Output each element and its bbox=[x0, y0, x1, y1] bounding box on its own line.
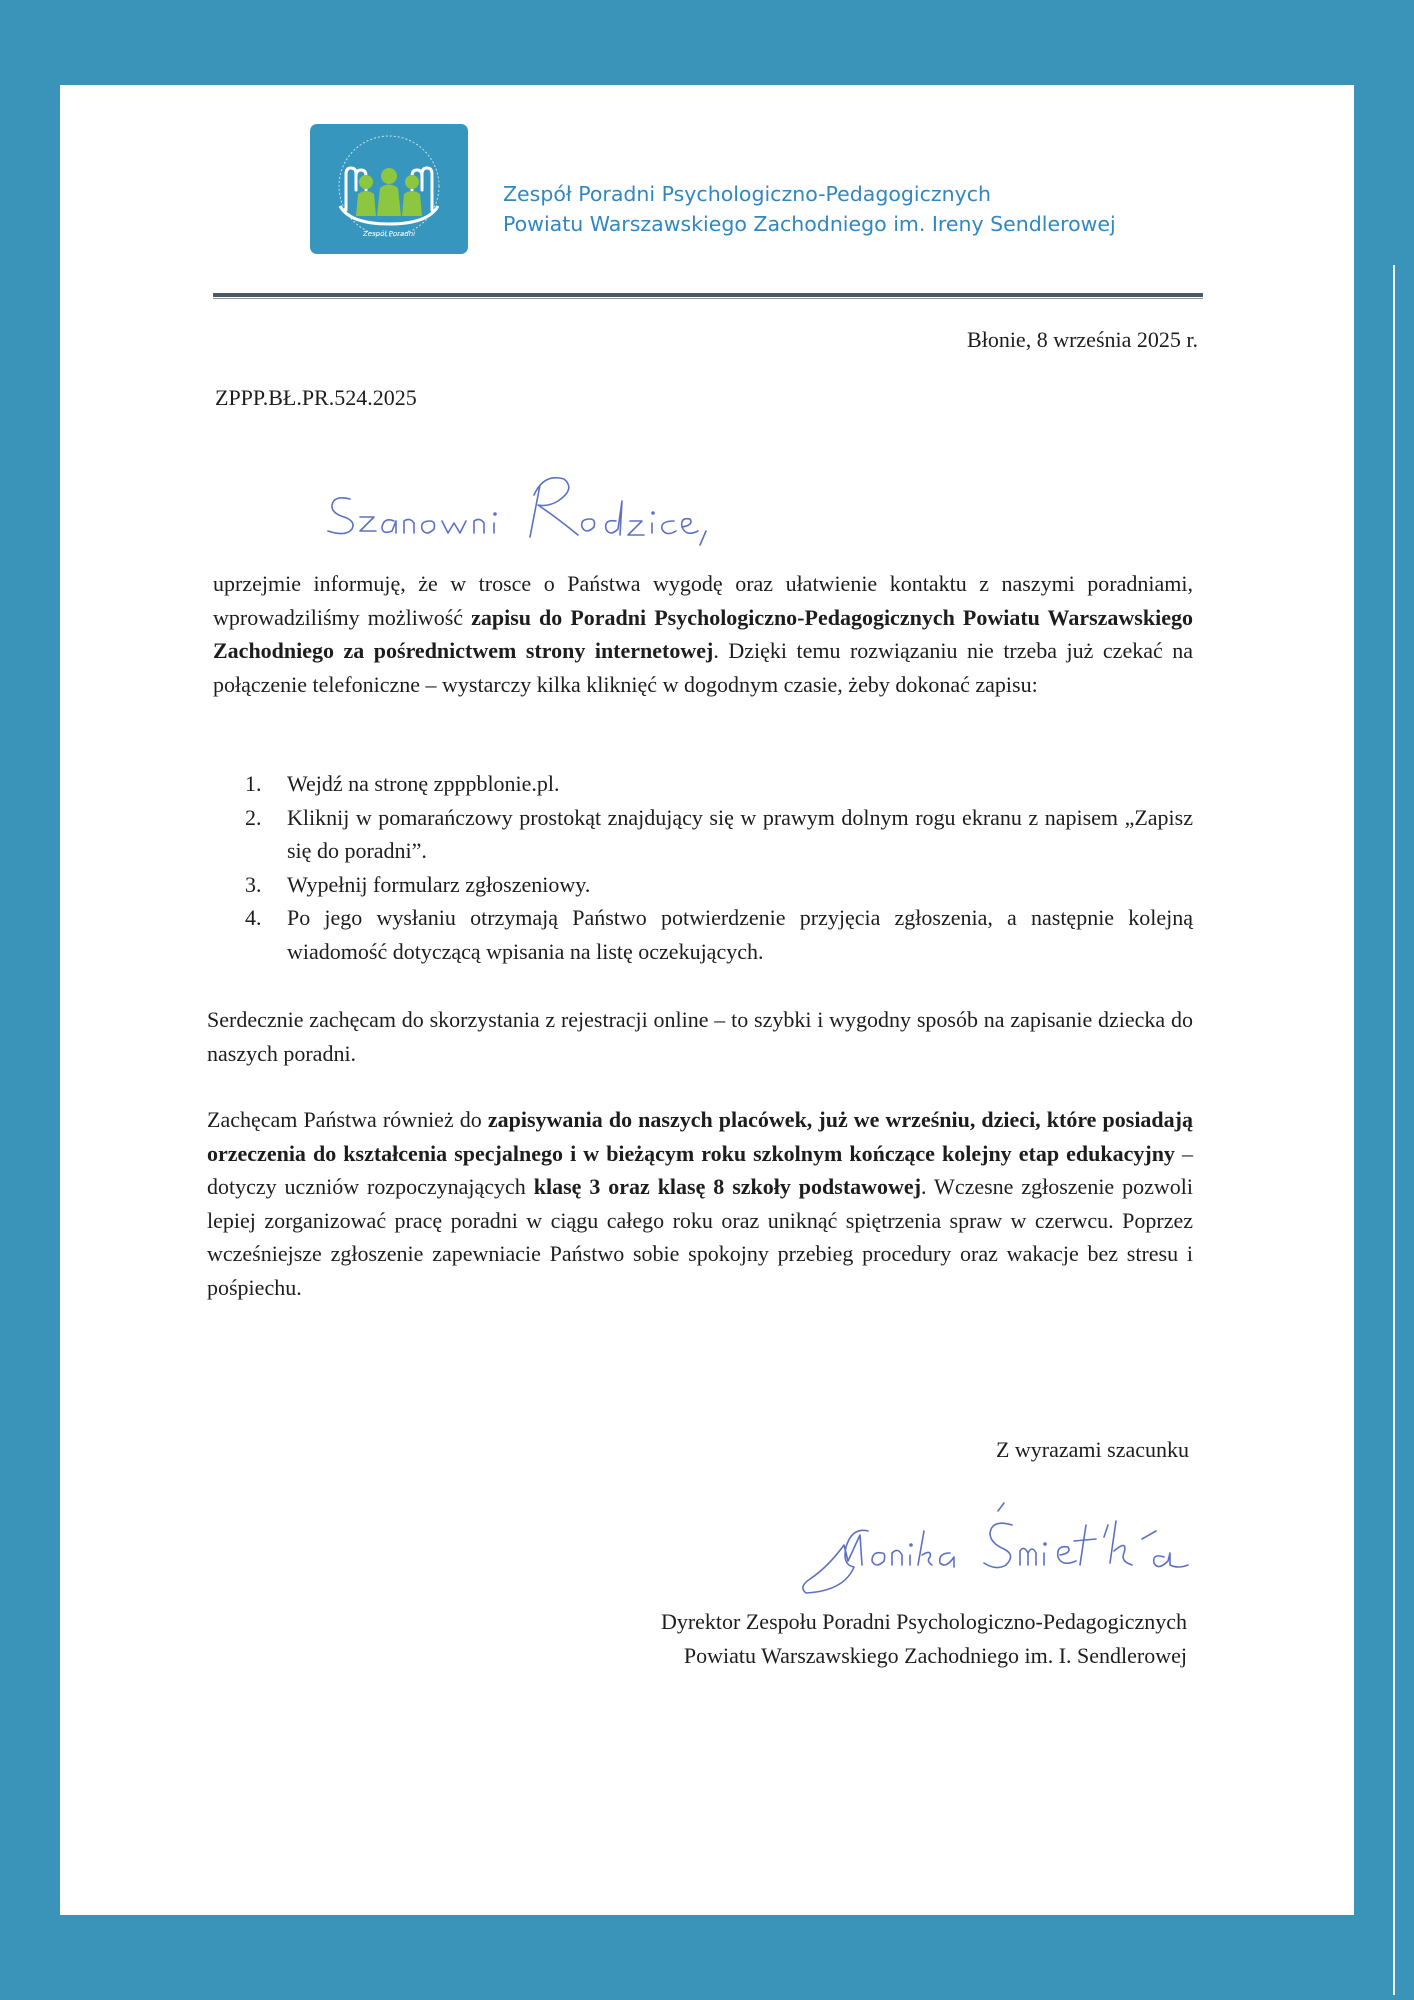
signature-handwriting bbox=[798, 1495, 1258, 1605]
greeting-text: Szanowni Rodzice, bbox=[322, 465, 330, 466]
greeting-handwriting bbox=[322, 465, 742, 565]
handwritten-greeting bbox=[322, 465, 742, 570]
intro-text-1: uprzejmie informuję, że w trosce o Państwa wygodę oraz ułatwienie kontaktu z naszymi poradniami, wprowadziliśmy możliwość bbox=[213, 571, 1193, 630]
scan-edge-line bbox=[1393, 265, 1395, 1995]
list-item bbox=[245, 901, 1193, 968]
intro-bold-1: zapisu do Poradni Psychologiczno-Pedagogicznych Powiatu Warszawskiego Zachodniego za pośrednictwem strony internetowej bbox=[213, 604, 1193, 663]
closing-phrase: Z wyrazami szacunku bbox=[995, 1437, 1189, 1462]
reference-number: ZPPP.BŁ.PR.524.2025 bbox=[215, 385, 417, 410]
org-name-line1: Zespół Poradni Psychologiczno-Pedagogicznych bbox=[503, 182, 992, 206]
letter-page bbox=[60, 85, 1354, 1915]
organization-logo bbox=[310, 124, 468, 254]
list-item-text: Po jego wysłaniu otrzymają Państwo potwierdzenie przyjęcia zgłoszenia, a następnie kolejną wiadomość dotyczącą wpisania na listę oczekujących. bbox=[287, 905, 1193, 964]
early-text-2: – dotyczy uczniów rozpoczynających bbox=[207, 1140, 1193, 1199]
early-text-1: Zachęcam Państwa również do bbox=[207, 1107, 488, 1132]
early-bold-2: klasę 3 oraz klasę 8 szkoły podstawowej bbox=[533, 1174, 922, 1199]
organization-name bbox=[503, 179, 1116, 239]
early-bold-1: zapisywania do naszych placówek, już we wrześniu, dzieci, które posiadają orzeczenia do kształcenia specjalnego i w bieżącym roku szkolnym kończące kolejny etap edukacyjny bbox=[207, 1107, 1193, 1166]
online-registration-paragraph: Serdecznie zachęcam do skorzystania z rejestracji online – to szybki i wygodny sposób na zapisanie dziecka do naszych poradni. bbox=[207, 1007, 1193, 1066]
list-item-number: 3. bbox=[245, 871, 262, 897]
list-item bbox=[245, 767, 1193, 801]
org-name-line2: Powiatu Warszawskiego Zachodniego im. Ireny Sendlerowej bbox=[503, 212, 1116, 236]
intro-text-2: . Dzięki temu rozwiązaniu nie trzeba już czekać na połączenie telefoniczne – wystarczy kilka kliknięć w dogodnym czasie, żeby dokonać zapisu: bbox=[213, 638, 1193, 697]
early-registration-paragraph bbox=[207, 1103, 1193, 1304]
signer-block bbox=[661, 1605, 1187, 1673]
header-divider bbox=[213, 293, 1203, 297]
list-item bbox=[245, 868, 1193, 902]
signer-title-line2: Powiatu Warszawskiego Zachodniego im. I. Sendlerowej bbox=[683, 1643, 1187, 1668]
early-text-3: . Wczesne zgłoszenie pozwoli lepiej zorganizować pracę poradni w ciągu całego roku oraz uniknąć spiętrzenia spraw w czerwcu. Poprzez wcześniejsze zgłoszenie zapewniacie Państwo sobie spokojny przebieg procedury oraz wakacje bez stresu i pośpiechu. bbox=[207, 1174, 1193, 1300]
signature-text: Monika Śmietańska bbox=[798, 1495, 806, 1496]
list-item-number: 2. bbox=[245, 804, 262, 830]
list-item-number: 4. bbox=[245, 905, 262, 930]
list-item bbox=[245, 801, 1193, 868]
intro-paragraph bbox=[213, 567, 1193, 701]
handwritten-signature bbox=[798, 1495, 1258, 1610]
registration-steps-list bbox=[245, 767, 1193, 968]
signer-title-line1: Dyrektor Zespołu Poradni Psychologiczno-Pedagogicznych bbox=[660, 1609, 1187, 1634]
list-item-number: 1. bbox=[245, 771, 262, 796]
logo-caption: Zespół Poradni bbox=[362, 230, 416, 238]
place-and-date: Błonie, 8 września 2025 r. bbox=[967, 327, 1198, 352]
list-item-text: Wejdź na stronę zpppblonie.pl. bbox=[287, 771, 560, 796]
logo-graphic bbox=[310, 124, 468, 254]
list-item-text: Kliknij w pomarańczowy prostokąt znajdujący się w prawym dolnym rogu ekranu z napisem „Zapisz się do poradni”. bbox=[287, 804, 1193, 863]
list-item-text: Wypełnij formularz zgłoszeniowy. bbox=[287, 871, 591, 897]
